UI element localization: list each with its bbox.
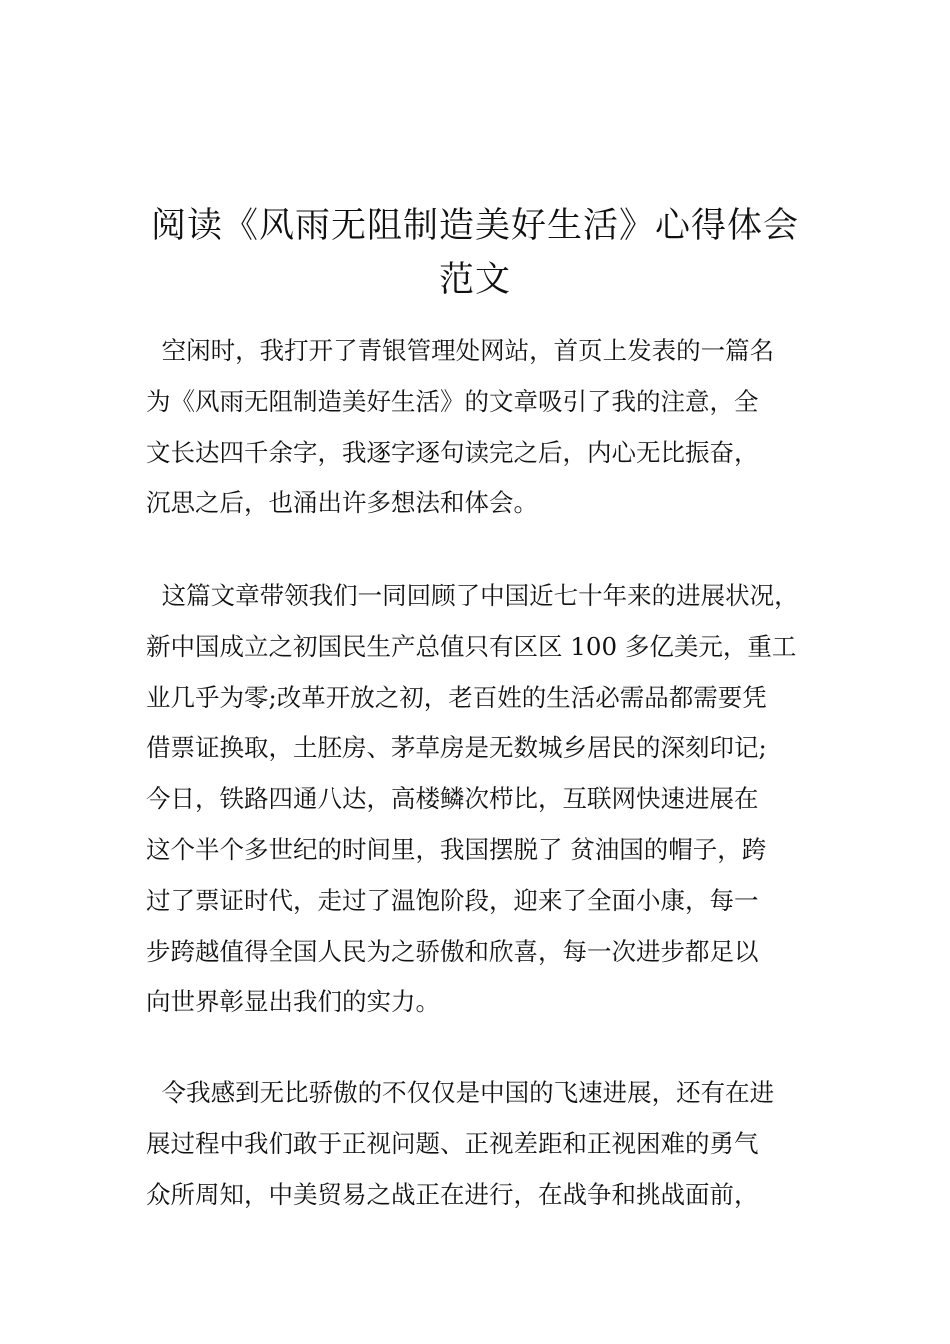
title-line: 范文 [438, 260, 511, 301]
text-line: 展过程中我们敢于正视问题、正视差距和正视困难的勇气 [146, 1128, 759, 1158]
text-line: 空闲时，我打开了青银管理处网站，首页上发表的一篇名 [146, 336, 775, 365]
document-title [90, 199, 860, 307]
text-line: 令我感到无比骄傲的不仅仅是中国的飞速进展，还有在进 [146, 1078, 775, 1107]
text-line: 今日，铁路四通八达，高楼鳞次栉比，互联网快速进展在 [146, 784, 759, 814]
paragraph-3 [146, 1068, 826, 1220]
text-line: 这篇文章带领我们一同回顾了中国近七十年来的进展状况， [146, 581, 799, 610]
text-line: 过了票证时代，走过了温饱阶段，迎来了全面小康，每一 [146, 885, 759, 915]
text-line: 沉思之后，也涌出许多想法和体会。 [146, 488, 538, 518]
text-line: 为《风雨无阻制造美好生活》的文章吸引了我的注意，全 [146, 386, 759, 416]
paragraph-1 [146, 326, 826, 529]
text-line: 文长达四千余字，我逐字逐句读完之后，内心无比振奋， [146, 437, 759, 467]
text-line: 业几乎为零;改革开放之初，老百姓的生活必需品都需要凭 [146, 682, 767, 712]
paragraph-2 [146, 571, 826, 1028]
text-line: 借票证换取，土胚房、茅草房是无数城乡居民的深刻印记; [146, 733, 767, 763]
text-line: 向世界彰显出我们的实力。 [146, 987, 440, 1017]
text-line: 新中国成立之初国民生产总值只有区区 100 多亿美元，重工 [146, 631, 797, 661]
title-line: 阅读《风雨无阻制造美好生活》心得体会 [150, 206, 799, 247]
text-line: 这个半个多世纪的时间里，我国摆脱了 贫油国的帽子，跨 [146, 834, 767, 864]
text-line: 众所周知，中美贸易之战正在进行，在战争和挑战面前， [146, 1179, 759, 1209]
text-line: 步跨越值得全国人民为之骄傲和欣喜，每一次进步都足以 [146, 936, 759, 966]
